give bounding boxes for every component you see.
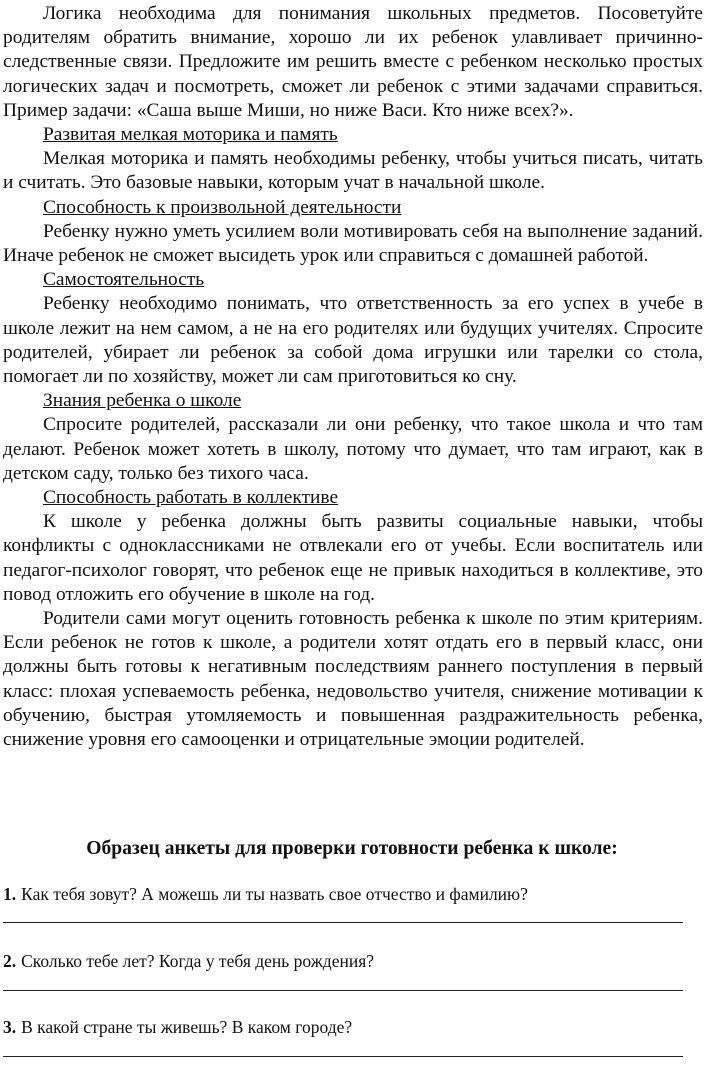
heading-independence: Самостоятельность xyxy=(43,269,205,291)
answer-line-3[interactable] xyxy=(3,1056,683,1057)
question-number: 1. xyxy=(3,884,17,904)
paragraph-teamwork: К школе у ребенка должны быть развиты социальные навыки, чтобы конфликты с одноклассниками не отвлекали его от учебы. Если воспитатель или педагог-психолог говорят, что ребенок еще не привык находиться в коллективе, это повод отложить его обучение в школе на год. xyxy=(3,511,703,605)
heading-school-knowledge: Знания ребенка о школе xyxy=(43,390,242,412)
heading-voluntary-activity: Способность к произвольной деятельности xyxy=(43,196,402,218)
paragraph-voluntary-activity: Ребенку нужно уметь усилием воли мотивировать себя на выполнение заданий. Иначе ребенок не сможет высидеть урок или справиться с домашней работой. xyxy=(3,220,703,267)
paragraph-fine-motor-memory: Мелкая моторика и память необходимы ребенку, чтобы учиться писать, читать и считать. Это базовые навыки, которым учат в начальной школе. xyxy=(3,148,703,194)
paragraph-conclusion: Родители сами могут оценить готовность ребенка к школе по этим критериям. Если ребенок не готов к школе, а родители хотят отдать его в первый класс, они должны быть готовы к негативным последствиям раннего поступления в первый класс: плохая успеваемость ребенка, недовольство учителя, снижение мотивации к обучению, быстрая утомляемость и повышенная раздражительность ребенка, снижение уровня его самооценки и отрицательные эмоции родителей. xyxy=(3,608,703,751)
heading-teamwork: Способность работать в коллективе xyxy=(43,487,339,509)
survey-question-3 xyxy=(3,1017,352,1038)
answer-line-1[interactable] xyxy=(3,922,683,923)
heading-fine-motor-memory: Развитая мелкая моторика и память xyxy=(43,124,338,146)
survey-question-1 xyxy=(3,884,528,905)
answer-line-2[interactable] xyxy=(3,990,683,991)
question-text: В какой стране ты живешь? В каком городе? xyxy=(21,1017,353,1037)
article-body xyxy=(3,2,703,752)
paragraph-school-knowledge: Спросите родителей, рассказали ли они ребенку, что такое школа и что там делают. Ребенок может хотеть в школу, потому что думает, что там играют, как в детском саду, только без тихого часа. xyxy=(3,414,703,484)
question-number: 2. xyxy=(3,951,17,971)
question-number: 3. xyxy=(3,1017,17,1037)
paragraph-independence: Ребенку необходимо понимать, что ответственность за его успех в учебе в школе лежит на нем самом, а не на его родителях или будущих учителях. Спросите родителей, убирает ли ребенок за собой дома игрушки или тарелки со стола, помогает ли по хозяйству, может ли сам приготовиться ко сну. xyxy=(3,293,703,388)
paragraph-logic: Логика необходима для понимания школьных предметов. Посоветуйте родителям обратить внимание, хорошо ли их ребенок улавливает причинно-следственные связи. Предложите им решить вместе с ребенком несколько простых логических задач и посмотреть, сможет ли ребенок с этими задачами справиться. Пример задачи: «Саша выше Миши, но ниже Васи. Кто ниже всех?». xyxy=(3,3,703,121)
survey-question-2 xyxy=(3,951,374,972)
survey-title: Образец анкеты для проверки готовности ребенка к школе: xyxy=(86,838,618,859)
question-text: Как тебя зовут? А можешь ли ты назвать свое отчество и фамилию? xyxy=(21,884,528,904)
question-text: Сколько тебе лет? Когда у тебя день рождения? xyxy=(21,951,375,971)
